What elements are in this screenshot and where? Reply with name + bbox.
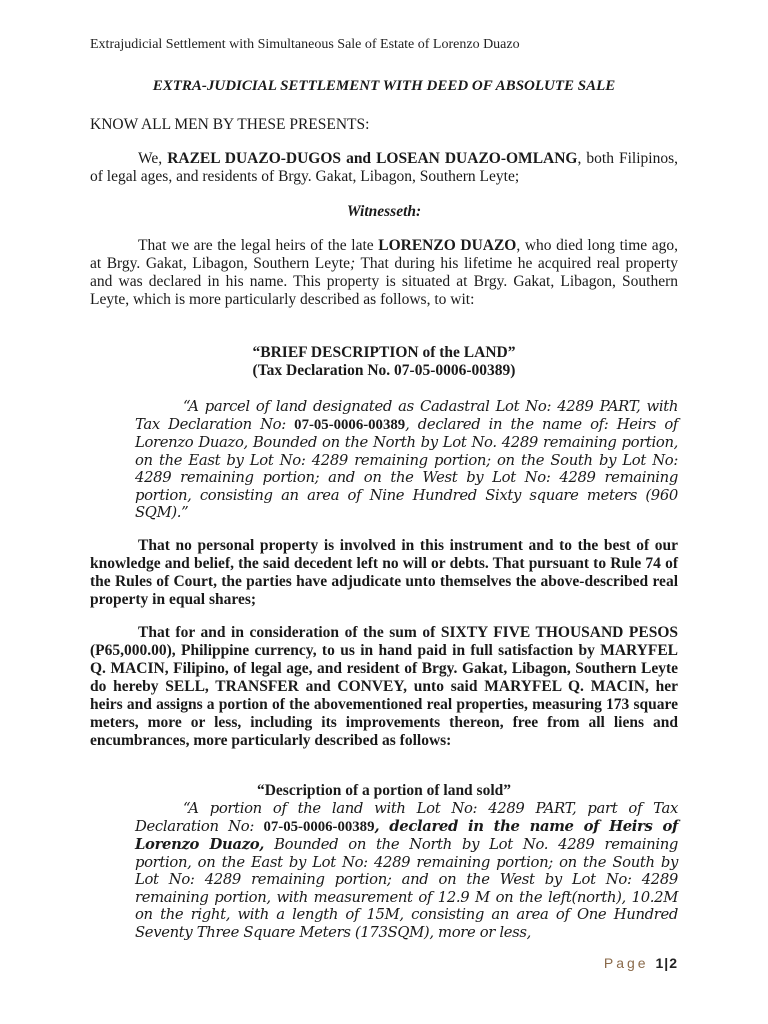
brief-description-title: “BRIEF DESCRIPTION of the LAND” [252, 344, 516, 361]
paragraph-heirs: That we are the legal heirs of the late LORENZO DUAZO, who died long time ago, at Brgy. Gakat, Libagon, Southern Leyte; That during his lifetime he acquired real property and was declared in his name. This property is situated at Brgy. Gakat, Libagon, Southern Leyte, which is more particularly described as follows, to wit: [90, 237, 678, 308]
witnesseth-heading: Witnesseth: [346, 203, 422, 220]
tax-declaration-number: 07-05-0006-00389 [263, 818, 375, 835]
running-header: Extrajudicial Settlement with Simultaneous Sale of Estate of Lorenzo Duazo [90, 37, 520, 52]
paragraph-consideration: That for and in consideration of the sum of SIXTY FIVE THOUSAND PESOS (P65,000.00), Philippine currency, to us in hand paid in full satisfaction by MARYFEL Q. MACIN, Filipino, of legal age, and resident of Brgy. Gakat, Libagon, Southern Leyte do hereby SELL, TRANSFER and CONVEY, unto said MARYFEL Q. MACIN, her heirs and assigns a portion of the abovementioned real properties, measuring 173 square meters, more or less, including its improvements thereon, free from all liens and encumbrances, more particularly described as follows: [90, 624, 679, 749]
document-title: EXTRA-JUDICIAL SETTLEMENT WITH DEED OF ABSOLUTE SALE [152, 78, 616, 94]
page-label: Page [603, 955, 649, 971]
tax-declaration-number: 07-05-0006-00389 [294, 416, 406, 433]
brief-description-heading [0, 344, 768, 380]
land-description-quote: “A parcel of land designated as Cadastral Lot No: 4289 PART, with Tax Declaration No: 07-05-0006-00389, declared in the name of: Heirs of Lorenzo Duazo, Bounded on the North by Lot No. 4289 remaining portion, on the East by Lot No: 4289 remaining portion; on the South by Lot No: 4289 remaining portion; and on the West by Lot No: 4289 remaining portion, consisting an area of Nine Hundred Sixty square meters (960 SQM).” [135, 398, 679, 521]
sold-portion-quote: “A portion of the land with Lot No: 4289 PART, part of Tax Declaration No: 07-05-0006-00389, declared in the name of Heirs of Lorenzo Duazo, Bounded on the North by Lot No. 4289 remaining portion, on the East by Lot No: 4289 remaining portion; on the South by Lot No: 4289 remaining portion; and on the West by Lot No: 4289 remaining portion, with measurement of 12.9 M on the left(north), 10.2M on the right, with a length of 15M, consisting an area of One Hundred Seventy Three Square Meters (173SQM), more or less, [135, 800, 679, 941]
buyer-name: MARYFEL Q. MACIN [90, 642, 678, 677]
page-number: 1 [655, 955, 665, 971]
page-total: 2 [669, 955, 678, 971]
decedent-name: LORENZO DUAZO [378, 237, 517, 254]
sale-amount: SIXTY FIVE THOUSAND PESOS (P65,000.00) [90, 624, 678, 659]
sold-portion-heading: “Description of a portion of land sold” [256, 782, 512, 799]
buyer-name: MARYFEL Q. MACIN [484, 678, 645, 695]
page-footer: Page 1|2 [603, 955, 678, 971]
party-names: RAZEL DUAZO-DUGOS and LOSEAN DUAZO-OMLANG [167, 150, 578, 167]
paragraph-no-personal-property: That no personal property is involved in this instrument and to the best of our knowledge and belief, the said decedent left no will or debts. That pursuant to Rule 74 of the Rules of Court, the parties have adjudicate unto themselves the above-described real property in equal shares; [90, 537, 678, 608]
paragraph-parties: We, RAZEL DUAZO-DUGOS and LOSEAN DUAZO-OMLANG, both Filipinos, of legal ages, and residents of Brgy. Gakat, Libagon, Southern Leyte; [90, 150, 678, 185]
greeting: KNOW ALL MEN BY THESE PRESENTS: [90, 116, 370, 133]
tax-declaration-line: (Tax Declaration No. 07-05-0006-00389) [252, 362, 516, 379]
